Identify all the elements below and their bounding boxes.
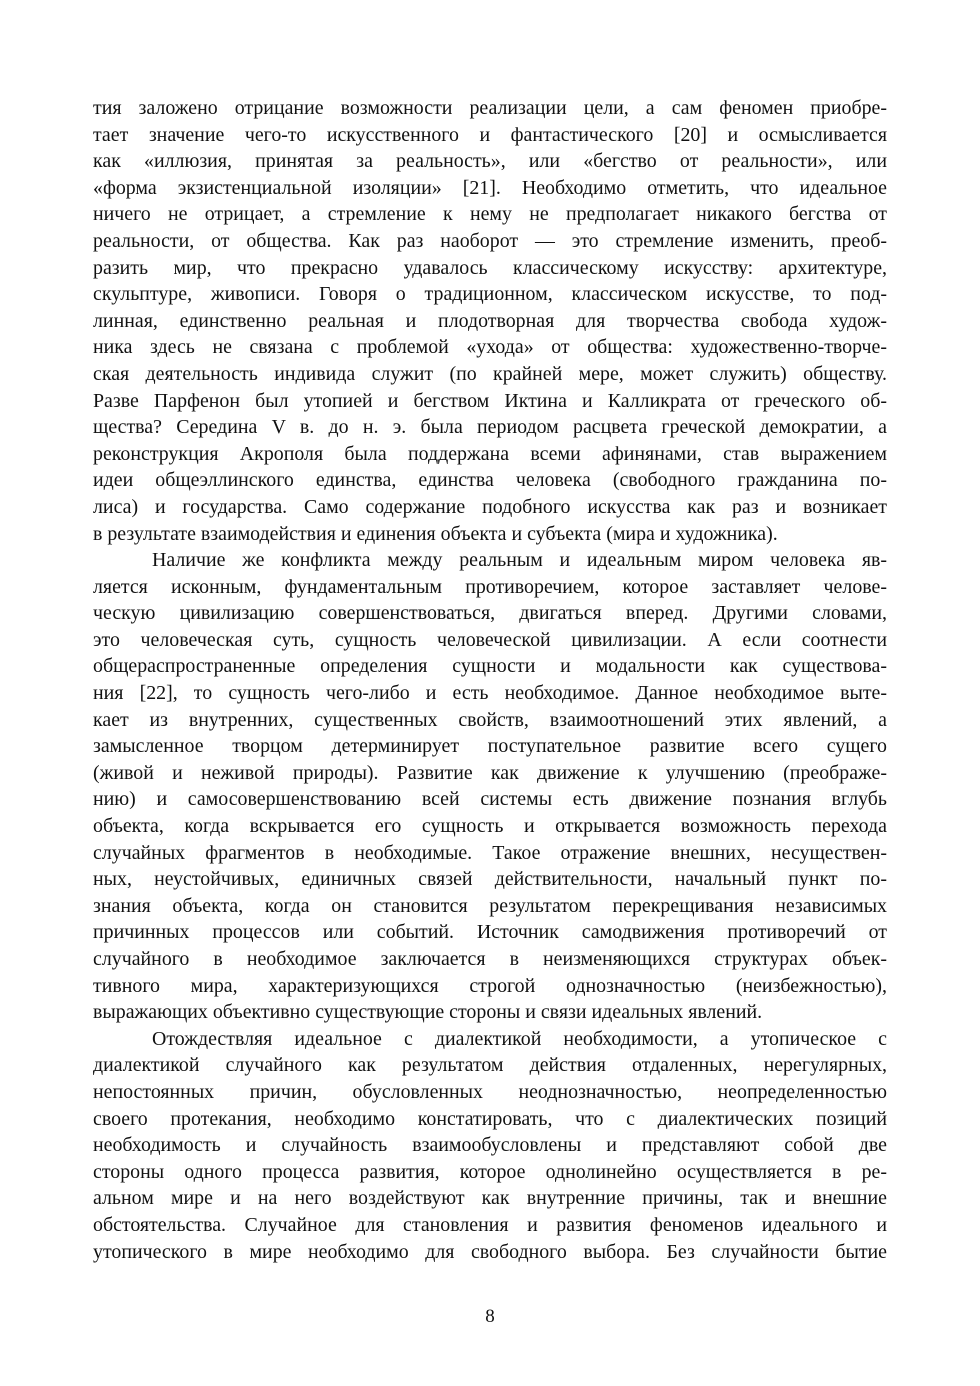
text-line: диалектикой случайного как результатом действия отдаленных, нерегулярных,: [93, 1054, 887, 1077]
text-line: в результате взаимодействия и единения объекта и субъекта (мира и художника).: [93, 522, 778, 545]
text-line: альном мире и на него воздействуют как внутренние причины, так и внешние: [93, 1187, 887, 1210]
text-line: необходимость и случайность взаимообусловлены и представляют собой две: [93, 1134, 887, 1157]
text-line: объекта, когда вскрывается его сущность и открывается возможность перехода: [93, 815, 887, 838]
text-line: тивного мира, характеризующихся строгой однозначностью (неизбежностью),: [93, 974, 887, 997]
paragraph-first-line: Наличие же конфликта между реальным и идеальным миром человека яв-: [152, 549, 887, 572]
text-line: щества? Середина V в. до н. э. была периодом расцвета греческой демократии, а: [93, 416, 887, 439]
text-line: (живой и неживой природы). Развитие как движение к улучшению (преображе-: [93, 761, 887, 784]
paragraph-first-line: Отождествляя идеальное с диалектикой необходимости, а утопическое с: [152, 1027, 887, 1050]
text-line: ческую цивилизацию совершенствоваться, двигаться вперед. Другими словами,: [93, 602, 887, 625]
text-line: стороны одного процесса развития, которое однолинейно осуществляется в ре-: [93, 1160, 887, 1183]
page-body: [93, 95, 887, 1265]
page-number: 8: [485, 1306, 495, 1327]
text-line: обстоятельства. Случайное для становления и развития феноменов идеального и: [93, 1213, 887, 1236]
text-line: замысленное творцом детерминирует поступательное развитие всего сущего: [93, 735, 887, 758]
text-line: это человеческая суть, сущность человеческой цивилизации. А если соотнести: [93, 628, 887, 651]
text-line: реальности, от общества. Как раз наоборот — это стремление изменить, преоб-: [93, 229, 887, 252]
text-line: линная, единственно реальная и плодотворная для творчества свобода худож-: [93, 309, 887, 332]
text-line: непостоянных причин, обусловленных неоднозначностью, неопределенностью: [93, 1080, 887, 1103]
text-line: ния [22], то сущность чего-либо и есть необходимое. Данное необходимое выте-: [93, 682, 887, 705]
text-line: скульптуре, живописи. Говоря о традиционном, классическом искусстве, то под-: [93, 283, 887, 306]
text-line: реконструкция Акрополя была поддержана всеми афинянами, став выражением: [93, 442, 887, 465]
text-line: тия заложено отрицание возможности реализации цели, а сам феномен приобре-: [93, 97, 887, 119]
text-line: своего протекания, необходимо констатировать, что с диалектических позиций: [93, 1107, 887, 1130]
text-line: «форма экзистенциальной изоляции» [21]. Необходимо отметить, что идеальное: [93, 176, 887, 199]
text-line: ляется исконным, фундаментальным противоречием, которое заставляет челове-: [93, 575, 887, 598]
text-line: ничего не отрицает, а стремление к нему не предполагает никакого бегства от: [93, 203, 887, 226]
text-line: нию) и самосовершенствованию всей системы есть движение познания вглубь: [93, 788, 887, 811]
text-line: ника здесь не связана с проблемой «ухода» от общества: художественно-творче-: [93, 336, 887, 359]
text-line: идеи общеэллинского единства, единства человека (свободного гражданина по-: [93, 469, 887, 492]
text-line: как «иллюзия, принятая за реальность», или «бегство от реальности», или: [93, 150, 887, 173]
text-line: ных, неустойчивых, единичных связей действительности, начальный пункт по-: [93, 868, 887, 891]
text-line: общераспространенные определения сущности и модальности как существова-: [93, 655, 887, 678]
text-line: причинных процессов или событий. Источник самодвижения противоречий от: [93, 921, 887, 944]
text-line: случайных фрагментов в необходимые. Такое отражение внешних, несуществен-: [93, 841, 887, 864]
text-line: лиса) и государства. Само содержание подобного искусства как раз и возникает: [93, 495, 887, 518]
text-line: разить мир, что прекрасно удавалось классическому искусству: архитектуре,: [93, 256, 887, 279]
text-line: Разве Парфенон был утопией и бегством Иктина и Калликрата от греческого об-: [93, 389, 887, 412]
text-line: знания объекта, когда он становится результатом перекрещивания независимых: [93, 894, 887, 917]
text-line: тает значение чего-то искусственного и фантастического [20] и осмысливается: [93, 123, 887, 146]
text-line: ская деятельность индивида служит (по крайней мере, может служить) обществу.: [93, 362, 887, 385]
text-line: кает из внутренних, существенных свойств, взаимоотношений этих явлений, а: [93, 708, 887, 731]
text-line: случайного в необходимое заключается в неизменяющихся структурах объек-: [93, 948, 887, 970]
text-line: утопического в мире необходимо для свободного выбора. Без случайности бытие: [93, 1240, 887, 1263]
text-line: выражающих объективно существующие стороны и связи идеальных явлений.: [93, 1001, 763, 1024]
